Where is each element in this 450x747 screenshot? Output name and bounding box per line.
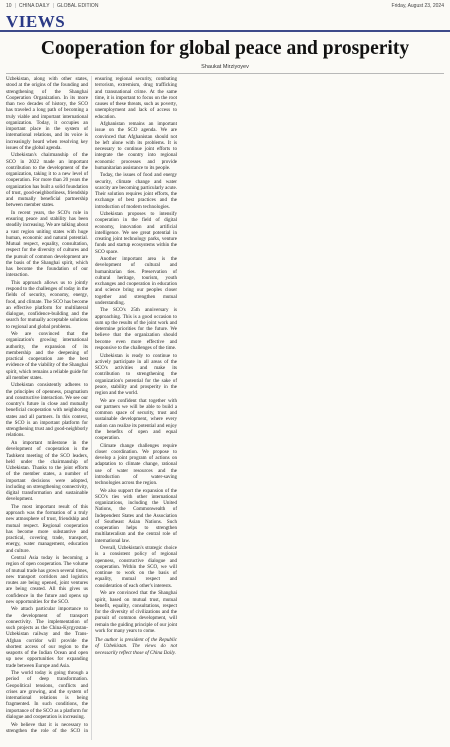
page-header xyxy=(0,0,450,12)
paragraph: Climate change challenges require closer coordination. We propose to develop a joint program of actions on adaptation to climate change, rational use of water resources and the introduction of water-saving technologies across the region. xyxy=(95,442,177,487)
paragraph: The SCO's 25th anniversary is approaching. This is a good occasion to sum up the results of the joint work and determine priorities for the future. We believe that the organization should become even more effective and responsive to the challenges of the time. xyxy=(95,307,177,351)
separator: | xyxy=(52,3,54,9)
paragraph: Uzbekistan, along with other states, stood at the origins of the founding and strengthening of the Shanghai Cooperation Organization. In its more than two decades of history, the SCO has traveled a long path of becoming a truly viable and important international organization. Today, it occupies an important place in the system of international relations, and its voice is increasingly heard when resolving key issues of the global agenda. xyxy=(6,76,88,151)
paragraph: An important milestone in the development of cooperation is the Tashkent meeting of the SCO leaders, held under the chairmanship of Uzbekistan. Thanks to the joint efforts of the member states, a number of important decisions were adopted, including on strengthening connectivity, digital transformation and sustainable development. xyxy=(6,440,88,503)
edition-name: GLOBAL EDITION xyxy=(56,3,99,9)
paragraph: Overall, Uzbekistan's strategic choice is a consistent policy of regional openness, constructive dialogue and cooperation. Within the SCO, we will continue to work on the basis of equality, mutual respect and consideration of each other's interests. xyxy=(95,545,177,589)
issue-date: Friday, August 23, 2024 xyxy=(391,3,444,9)
paragraph: Uzbekistan consistently adheres to the principles of openness, pragmatism and constructive interaction. We see our country's future in close and mutually beneficial cooperation with neighboring states and all partners. In this context, the SCO is an important platform for strengthening trust and good-neighborly relations. xyxy=(6,382,88,439)
paragraph: We are confident that together with our partners we will be able to build a common space of security, trust and sustainable development, where every nation can realize its potential and enjoy the benefits of open and equal cooperation. xyxy=(95,397,177,442)
paragraph: Afghanistan remains an important issue on the SCO agenda. We are convinced that Afghanistan should not be left alone with its problems. It is necessary to continue joint efforts to integrate the country into regional economic processes and provide humanitarian assistance to its people. xyxy=(95,121,177,171)
section-header xyxy=(0,12,450,32)
paragraph: We are convinced that the Shanghai spirit, based on mutual trust, mutual benefit, equality, consultations, respect for the diversity of civilizations and the pursuit of common development, will remain the guiding principle of our joint work for many years to come. xyxy=(95,590,177,634)
paragraph: Another important area is the development of cultural and humanitarian ties. Preservation of cultural heritage, tourism, youth exchanges and cooperation in education and science bring our peoples closer together and strengthen mutual understanding. xyxy=(95,256,177,306)
page-number: 10 xyxy=(6,3,12,9)
paragraph: The world today is going through a period of deep transformation. Geopolitical tensions, conflicts and crises are growing, and the system of international relations is being fragmented. In such conditions, the importance of the SCO as a platform for dialogue and cooperation is increasing. xyxy=(6,670,88,720)
paragraph: We attach particular importance to the development of transport connectivity. The implementation of such projects as the China-Kyrgyzstan-Uzbekistan railway and the Trans-Afghan corridor will provide the shortest access of our region to the seaports of the Indian Ocean and open up new opportunities for expanding trade between Europe and Asia. xyxy=(6,606,88,669)
separator: | xyxy=(14,3,16,9)
publication-name: CHINA DAILY xyxy=(18,3,50,9)
paragraph: Uzbekistan is ready to continue to actively participate in all areas of the SCO's activities and make its contribution to strengthening the organization's potential for the sake of peace, stability and prosperity in the region and the world. xyxy=(95,352,177,397)
paragraph: We believe that it is necessary to strengthen the role of the SCO in ensuring regional security, combating terrorism, extremism, drug trafficking and transnational crime. At the same time, it is important to focus on the root causes of these threats, such as poverty, unemployment and lack of access to education. xyxy=(6,76,177,734)
paragraph: Central Asia today is becoming a region of open cooperation. The volume of mutual trade has grown several times, new transport corridors and logistics routes are being opened, joint ventures are being created. All this gives us confidence in the future and opens up new opportunities for the SCO. xyxy=(6,555,88,605)
section-title: VIEWS xyxy=(6,12,66,31)
paragraph: We also support the expansion of the SCO's ties with other international organizations, including the United Nations, the Commonwealth of Independent States and the Association of Southeast Asian Nations. Such cooperation helps to strengthen multilateralism and the central role of international law. xyxy=(95,487,177,544)
paragraph: Uzbekistan's chairmanship of the SCO in 2022 made an important contribution to the development of the organization, taking it to a new level of cooperation. For more than 20 years the organization has built a solid foundation of trust, good-neighborliness, friendship and mutually beneficial partnership between member states. xyxy=(6,152,88,209)
publication-info xyxy=(6,3,98,9)
paragraph: We are convinced that the organization's growing international authority, the expansion of its membership and the deepening of practical cooperation are the best evidence of the viability of the Shanghai spirit, which remains a reliable guide for all member states. xyxy=(6,331,88,381)
article-byline: Shaukat Mirziyoyev xyxy=(201,64,249,70)
paragraph: The most important result of this approach was the formation of a truly new atmosphere of trust, friendship and mutual respect. Regional cooperation has become more substantive and practical, covering trade, transport, energy, water management, education and culture. xyxy=(6,503,88,554)
paragraph: In recent years, the SCO's role in ensuring peace and stability has been steadily increasing. We are talking about a vast region uniting states with huge human, economic and natural potential. Mutual respect, equality, consultation, respect for the diversity of cultures and the pursuit of common development are the basis of the Shanghai spirit, which has become the foundation of our interaction. xyxy=(6,209,88,279)
paragraph: This approach allows us to jointly respond to the challenges of today in the fields of security, economy, energy, food, and climate. The SCO has become an effective platform for multilateral dialogue, confidence-building and the search for mutually acceptable solutions to regional and global problems. xyxy=(6,279,88,330)
author-note: The author is president of the Republic of Uzbekistan. The views do not necessarily reflect those of China Daily. xyxy=(95,637,177,656)
article-headline: Cooperation for global peace and prosperity xyxy=(40,38,410,59)
paragraph: Today, the issues of food and energy security, climate change and water scarcity are becoming particularly acute. Their solution requires joint efforts, the exchange of best practices and the introduction of modern technologies. xyxy=(95,172,177,210)
divider xyxy=(6,73,444,74)
paragraph: Uzbekistan proposes to intensify cooperation in the field of digital economy, innovation and artificial intelligence. We see great potential in creating joint technology parks, venture funds and startup ecosystems within the SCO space. xyxy=(95,211,177,255)
article-body xyxy=(6,76,444,740)
